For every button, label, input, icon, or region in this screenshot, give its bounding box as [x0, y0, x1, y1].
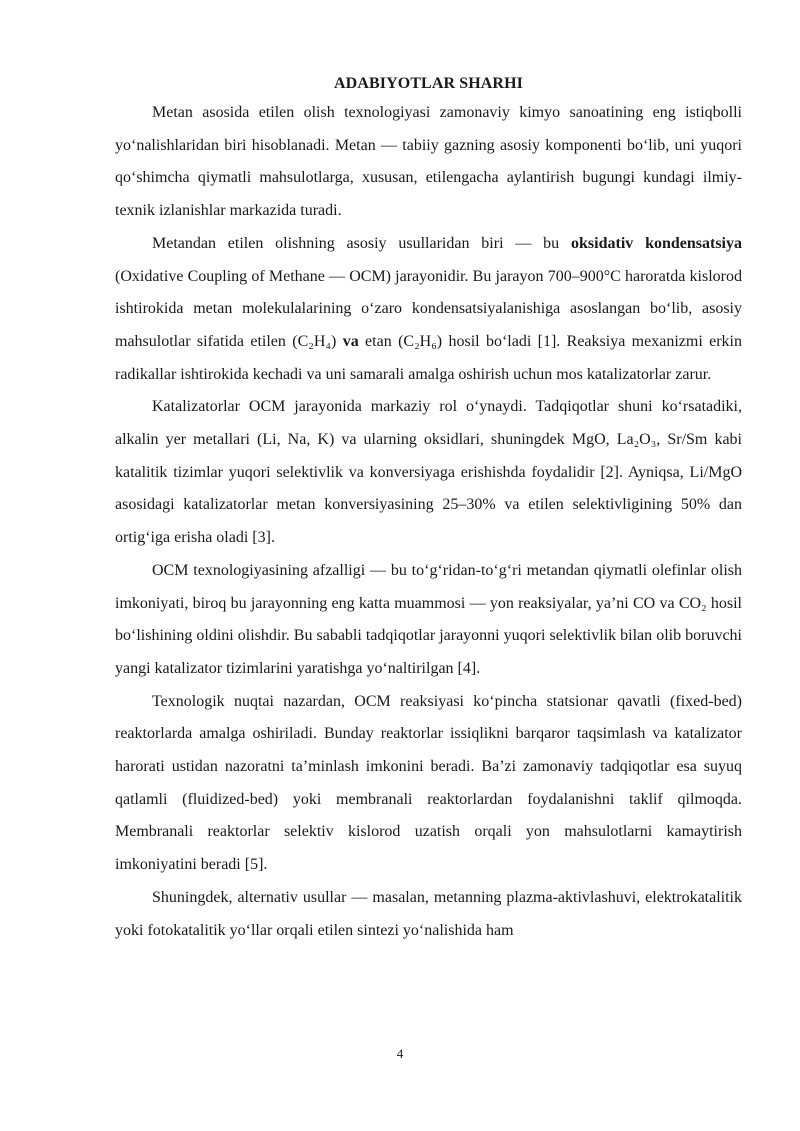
paragraph-text: (Oxidative Coupling of Methane — OCM) jarayonidir. Bu jarayon 700–900°C haroratda kislorod ishtirokida metan molekulalarining o‘zaro kondensatsiyalanishiga asoslangan bo‘lib, asosiy mahsulotlar sifatida etilen (C₂H₄)	[115, 267, 742, 350]
paragraph-alternatives: Shuningdek, alternativ usullar — masalan, metanning plazma-aktivlashuvi, elektrokatalitik yoki fotokatalitik yo‘llar orqali etilen sintezi yo‘nalishida ham	[115, 888, 742, 939]
bold-term: oksidativ kondensatsiya	[571, 234, 743, 252]
paragraph-reactors: Texnologik nuqtai nazardan, OCM reaksiyasi ko‘pincha statsionar qavatli (fixed-bed) reaktorlarda amalga oshiriladi. Bunday reaktorlar issiqlikni barqaror taqsimlash va katalizator harorati ustidan nazoratni ta’minlash imkonini beradi. Ba’zi zamonaviy tadqiqotlar esa suyuq qatlamli (fluidized-bed) yoki membranali reaktorlardan foydalanishni taklif qilmoqda. Membranali reaktorlar selektiv kislorod uzatish orqali yon mahsulotlarni kamaytirish imkoniyatini beradi [5].	[115, 692, 742, 874]
page-number: 4	[396, 1046, 404, 1061]
paragraph-ocm-definition	[115, 228, 742, 392]
document-page	[115, 73, 742, 947]
bold-term: va	[342, 332, 359, 350]
paragraph-catalysts: Katalizatorlar OCM jarayonida markaziy rol o‘ynaydi. Tadqiqotlar shuni ko‘rsatadiki, alkalin yer metallari (Li, Na, K) va ularning oksidlari, shuningdek MgO, La₂O₃, Sr/Sm kabi katalitik tizimlar yuqori selektivlik va konversiyaga erishishda foydalidir [2]. Ayniqsa, Li/MgO asosidagi katalizatorlar metan konversiyasining 25–30% va etilen selektivligining 50% dan ortig‘iga erisha oladi [3].	[115, 398, 742, 547]
paragraph-advantages: OCM texnologiyasining afzalligi — bu to‘g‘ridan-to‘g‘ri metandan qiymatli olefinlar olish imkoniyati, biroq bu jarayonning eng katta muammosi — yon reaksiyalar, ya’ni CO va CO₂ hosil bo‘lishining oldini olishdir. Bu sababli tadqiqotlar jarayonni yuqori selektivlik bilan olib boruvchi yangi katalizator tizimlarini yaratishga yo‘naltirilgan [4].	[115, 561, 742, 677]
paragraph-intro: Metan asosida etilen olish texnologiyasi zamonaviy kimyo sanoatining eng istiqbolli yo‘nalishlaridan biri hisoblanadi. Metan — tabiiy gazning asosiy komponenti bo‘lib, uni yuqori qo‘shimcha qiymatli mahsulotlarga, xususan, etilengacha aylantirish bugungi kundagi ilmiy-texnik izlanishlar markazida turadi.	[115, 104, 742, 220]
paragraph-text: etan (C₂H₆) hosil bo‘ladi [1]. Reaksiya mexanizmi erkin radikallar ishtirokida kechadi va uni samarali amalga oshirish uchun mos katalizatorlar zarur.	[115, 332, 743, 383]
paragraph-text: Metandan etilen olishning asosiy usullaridan biri — bu	[152, 234, 572, 252]
section-heading: ADABIYOTLAR SHARHI	[334, 75, 523, 92]
